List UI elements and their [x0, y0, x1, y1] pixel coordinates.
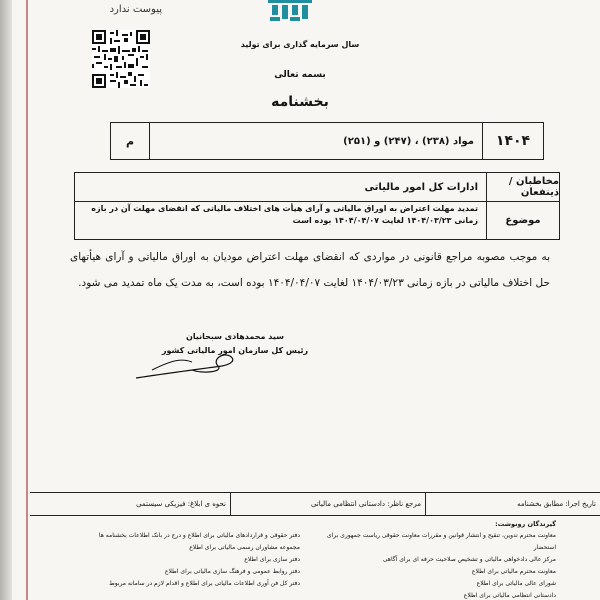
- recipient-item: دفتر سازی برای اطلاع: [244, 556, 300, 563]
- circular-number-table: [110, 122, 544, 160]
- subject-value: تمدید مهلت اعتراض به اوراق مالیاتی و آرای هیأت های اختلاف مالیاتی که انقضای مهلت آن در بازه زمانی ۱۴۰۴/۰۳/۲۳ لغایت ۱۴۰۴/۰۴/۰۷ بوده است: [91, 204, 478, 225]
- signer-position: رئیس کل سازمان امور مالیاتی کشور: [161, 346, 309, 355]
- recipient-item: شورای عالی مالیاتی برای اطلاع: [476, 580, 556, 587]
- recipients-left: [50, 530, 300, 590]
- info-strip: [30, 492, 600, 516]
- recipient-item: دادستانی انتظامی مالیاتی برای اطلاع: [463, 592, 556, 599]
- signer-name: سید محمدهادی سبحانیان: [185, 332, 285, 341]
- recipient-item: مجموعه مشاوران رسمی مالیاتی برای اطلاع: [189, 544, 300, 551]
- supervising-authority: مرجع ناظر: دادستانی انتظامی مالیاتی: [230, 493, 425, 515]
- addressee-value: ادارات کل امور مالیاتی: [364, 181, 478, 193]
- handwritten-signature: [132, 340, 242, 384]
- year-slogan: سال سرمایه گذاری برای تولید: [240, 40, 360, 49]
- recipient-item: دفتر حقوقی و قراردادهای مالیاتی برای اطلاع و درج در بانک اطلاعات بخشنامه ها: [98, 532, 300, 539]
- organization-logo: [258, 0, 322, 26]
- subject-label: موضوع: [486, 201, 559, 239]
- delivery-method: نحوه ی ابلاغ: فیزیکی سیستمی: [136, 500, 226, 508]
- recipients-section: [30, 514, 600, 600]
- document-title: بخشنامه: [271, 94, 329, 110]
- recipient-item: معاونت محترم تدوین، تنقیح و انتشار قوانین و مقررات معاونت حقوقی ریاست جمهوری برای استحضار: [326, 532, 556, 551]
- letter-code: م: [125, 134, 135, 148]
- circular-number: ۱۴۰۴: [482, 123, 543, 159]
- attachment-note: پیوست ندارد: [109, 4, 162, 15]
- recipient-item: مرکز عالی دادخواهی مالیاتی و تشخیص صلاحیت حرفه ای برای آگاهی: [382, 556, 556, 563]
- exec-date: تاریخ اجرا: مطابق بخشنامه: [425, 493, 600, 515]
- subject-row: [75, 201, 559, 239]
- qr-code: [92, 30, 150, 88]
- addressee-label: مخاطبان / ذینفعان: [486, 173, 559, 201]
- recipient-item: معاونت محترم مالیاتی برای اطلاع: [471, 568, 556, 575]
- recipient-item: دفتر کل فن آوری اطلاعات مالیاتی برای اطلاع و اقدام لازم در سامانه مربوط: [109, 580, 300, 587]
- articles-reference: مواد (۲۳۸) ، (۲۴۷) و (۲۵۱): [149, 123, 482, 159]
- binder-edge: [0, 0, 12, 600]
- basmala: بسمه تعالی: [274, 70, 326, 80]
- margin-line: [26, 0, 28, 600]
- recipients-right: [326, 518, 556, 600]
- header-table: [74, 172, 560, 240]
- recipient-item: دفتر روابط عمومی و فرهنگ سازی مالیاتی برای اطلاع: [164, 568, 300, 575]
- addressee-row: [75, 173, 559, 202]
- recipients-heading: گیرندگان رونوشت:: [495, 520, 556, 528]
- body-text: به موجب مصوبه مراجع قانونی در مواردی که انقضای مهلت اعتراض مودیان به اوراق مالیاتی و آرای هیأتهای حل اختلاف مالیاتی در بازه زمانی ۱۴۰۴/۰۳/۲۳ لغایت ۱۴۰۴/۰۴/۰۷ بوده است، به مدت یک ماه تمدید می شود.: [70, 251, 550, 289]
